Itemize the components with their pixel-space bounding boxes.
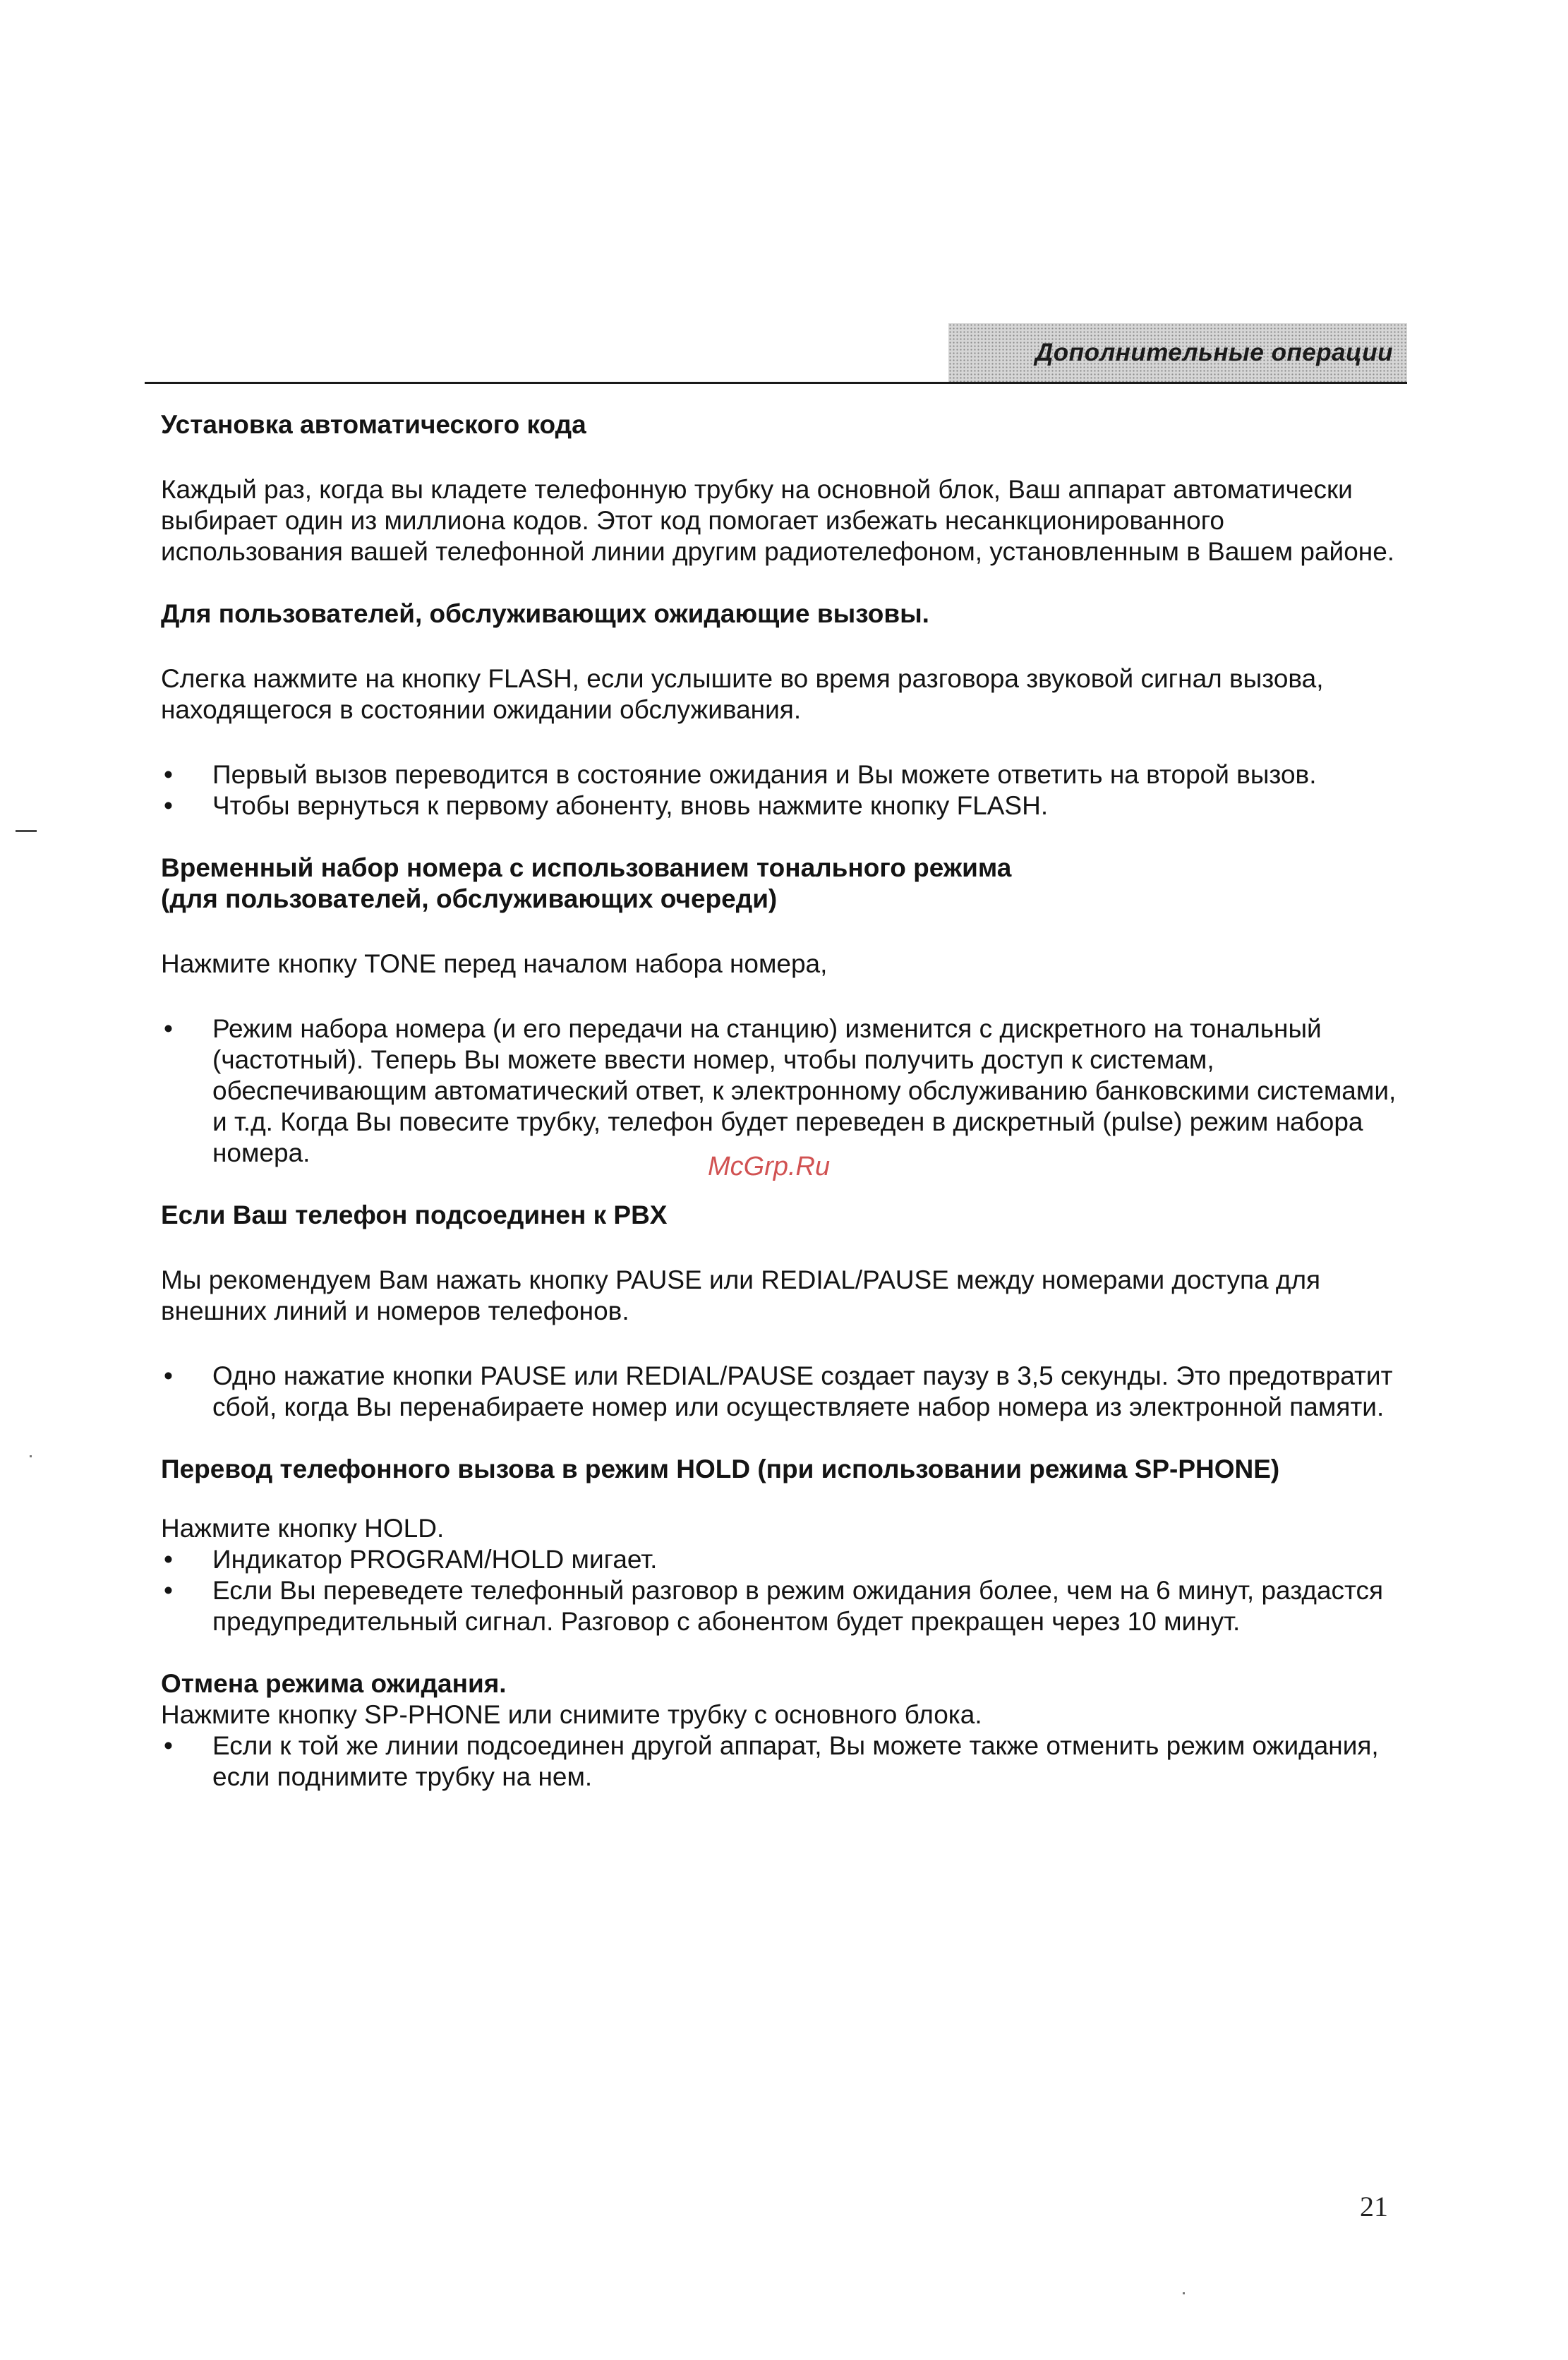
list-item: • Индикатор PROGRAM/HOLD мигает. [161, 1544, 1403, 1575]
list-item: • Первый вызов переводится в состояние ожидания и Вы можете ответить на второй вызов. [161, 759, 1403, 790]
paragraph: Нажмите кнопку TONE перед началом набора номера, [161, 949, 828, 978]
bullet-list [161, 1013, 1403, 1169]
bullet-list [161, 1361, 1403, 1423]
scan-speck [1183, 2292, 1185, 2294]
margin-dash-mark [16, 830, 37, 832]
header-rule [145, 382, 1407, 384]
section-header-tab [948, 323, 1407, 382]
watermark-text: McGrp.Ru [708, 1152, 831, 1181]
section-tone-dialing [161, 853, 1403, 1169]
section-pbx [161, 1200, 1403, 1423]
list-item: • Если к той же линии подсоединен другой аппарат, Вы можете также отменить режим ожидания, если поднимите трубку на нем. [161, 1730, 1403, 1793]
paragraph: Мы рекомендуем Вам нажать кнопку PAUSE или REDIAL/PAUSE между номерами доступа для внешних линий и номеров телефонов. [161, 1265, 1321, 1325]
paragraph: Слегка нажмите на кнопку FLASH, если услышите во время разговора звуковой сигнал вызова, находящегося в состоянии ожидании обслуживания. [161, 664, 1324, 724]
scan-speck [30, 1455, 32, 1457]
section-heading: Если Ваш телефон подсоединен к PBX [161, 1200, 668, 1229]
section-heading-line: Временный набор номера с использованием тонального режима [161, 853, 1012, 882]
section-hold-cancel [161, 1668, 1403, 1793]
bullet-list [161, 1544, 1403, 1637]
section-header-title: Дополнительные операции [1035, 338, 1393, 366]
section-heading: Отмена режима ожидания. [161, 1669, 507, 1698]
list-item: • Если Вы переведете телефонный разговор в режим ожидания более, чем на 6 минут, раздастся предупредительный сигнал. Разговор с абонентом будет прекращен через 10 минут. [161, 1575, 1403, 1637]
list-item: • Режим набора номера (и его передачи на станцию) изменится с дискретного на тональный (частотный). Теперь Вы можете ввести номер, чтобы получить доступ к системам, обеспечивающим автоматический ответ, к электронному обслуживанию банковскими системами, и т.д. Когда Вы повесите трубку, телефон будет переведен в дискретный (pulse) режим набора номера. [161, 1013, 1403, 1169]
section-call-waiting [161, 598, 1403, 821]
paragraph: Нажмите кнопку HOLD. [161, 1514, 445, 1543]
section-hold [161, 1454, 1403, 1637]
list-item: • Чтобы вернуться к первому абоненту, вновь нажмите кнопку FLASH. [161, 790, 1403, 821]
section-heading: Установка автоматического кода [161, 410, 586, 439]
paragraph: Нажмите кнопку SP-PHONE или снимите трубку с основного блока. [161, 1700, 982, 1729]
section-heading: Перевод телефонного вызова в режим HOLD (при использовании режима SP-PHONE) [161, 1455, 1280, 1483]
list-item: • Одно нажатие кнопки PAUSE или REDIAL/PAUSE создает паузу в 3,5 секунды. Это предотвратит сбой, когда Вы перенабираете номер или осуществляете набор номера из электронной памяти. [161, 1361, 1403, 1423]
section-heading [161, 853, 1403, 915]
section-heading-line: (для пользователей, обслуживающих очереди) [161, 884, 778, 913]
section-heading: Для пользователей, обслуживающих ожидающие вызовы. [161, 599, 929, 628]
page-number: 21 [1360, 2191, 1388, 2222]
bullet-list [161, 1730, 1403, 1793]
bullet-list [161, 759, 1403, 821]
section-auto-code [161, 409, 1403, 567]
paragraph: Каждый раз, когда вы кладете телефонную трубку на основной блок, Ваш аппарат автоматически выбирает один из миллиона кодов. Этот код помогает избежать несанкционированного использования вашей телефонной линии другим радиотелефоном, установленным в Вашем районе. [161, 475, 1395, 566]
page-content [161, 409, 1403, 1793]
